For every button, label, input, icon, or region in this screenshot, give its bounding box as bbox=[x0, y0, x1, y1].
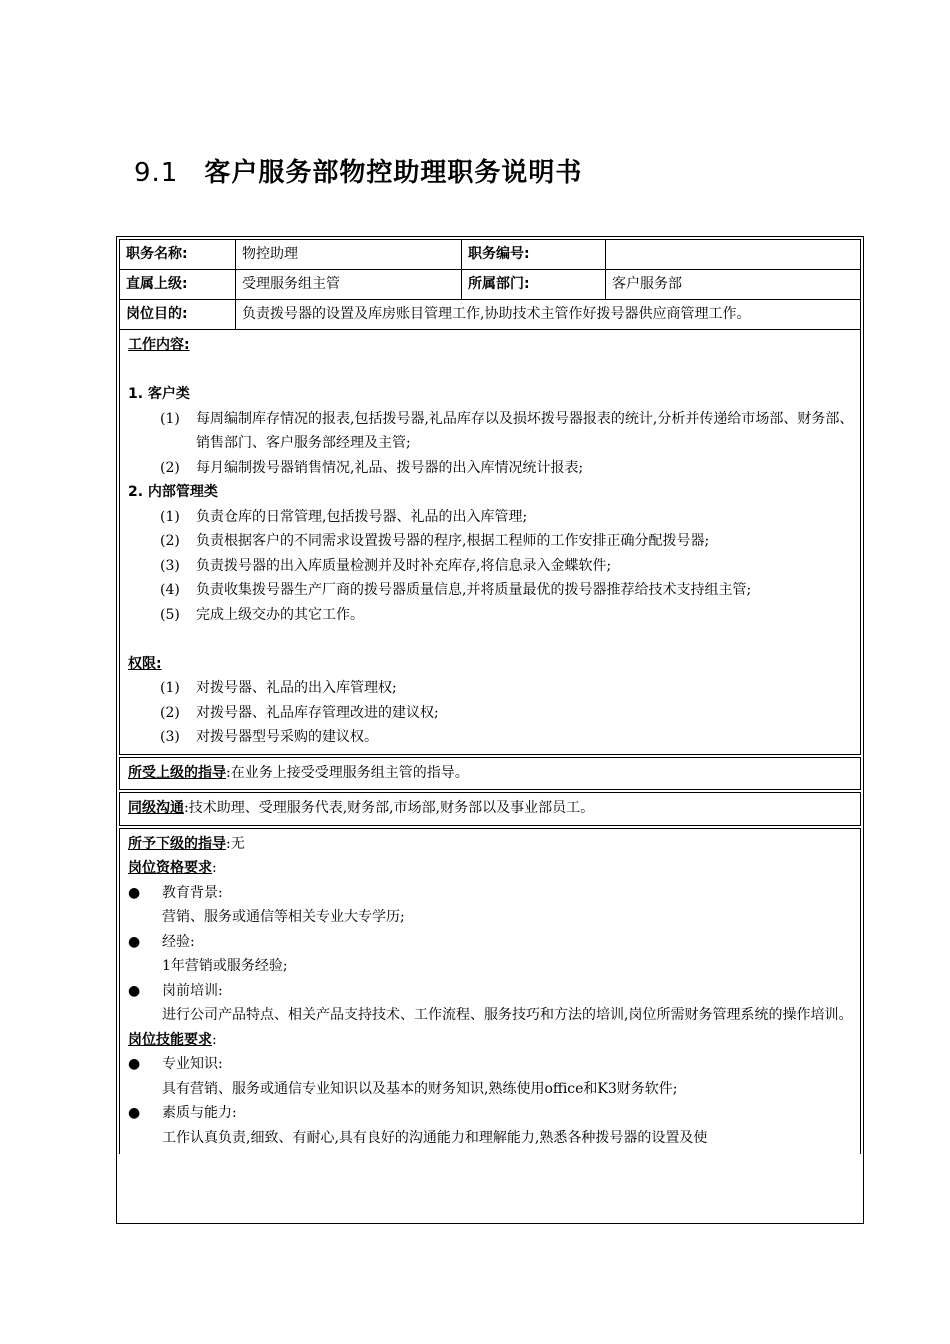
item-text: 完成上级交办的其它工作。 bbox=[196, 606, 364, 623]
peer-section bbox=[119, 792, 861, 826]
item-number: (2) bbox=[160, 459, 180, 476]
superior-value: 受理服务组主管 bbox=[236, 270, 462, 300]
guidance-text: :在业务上接受受理服务组主管的指导。 bbox=[226, 764, 469, 781]
subordinate-text: :无 bbox=[226, 835, 245, 852]
list-item bbox=[128, 456, 854, 481]
experience-text: 1年营销或服务经验; bbox=[162, 958, 288, 974]
item-number: (1) bbox=[160, 508, 180, 525]
list-item bbox=[128, 407, 854, 456]
requirements-section: 所予下级的指导:无 岗位资格要求: ● 教育背景: 营销、服务或通信等相关专业大专学历; ● 经验: 1年营销或服务经验; ● 岗前培训: 进行公司产品特点、相关产品支持技术、工作流程、服务技巧和方法的培训,岗位所需财务管理系统的操作培训。 岗位技能要求: ● 专业知识: 具有营销、服务或通信专业知识以及基本的财务知识,熟练使用office和K3财务软件; ● 素质与能力: 工作认真负责,细致、有耐心,具有良好的沟通能力和理解能力,熟悉各种拨号器的设置及使 bbox=[119, 828, 861, 1155]
peer-label: 同级沟通 bbox=[128, 800, 184, 816]
item-text: 对拨号器型号采购的建议权。 bbox=[196, 729, 378, 745]
category-internal: 2. 内部管理类 bbox=[128, 484, 218, 500]
list-item bbox=[128, 554, 854, 579]
page-title bbox=[134, 152, 582, 189]
education-label: 教育背景: bbox=[162, 884, 223, 901]
position-code-value bbox=[606, 240, 861, 270]
item-number: (3) bbox=[160, 557, 180, 574]
item-text: 负责拨号器的出入库质量检测并及时补充库存,将信息录入金蝶软件; bbox=[196, 557, 612, 574]
item-number: (4) bbox=[160, 582, 180, 598]
item-text: 对拨号器、礼品的出入库管理权; bbox=[196, 680, 397, 696]
training-text: 进行公司产品特点、相关产品支持技术、工作流程、服务技巧和方法的培训,岗位所需财务管理系统的操作培训。 bbox=[162, 1007, 853, 1023]
bullet-icon: ● bbox=[128, 933, 141, 950]
customer-duty-list bbox=[128, 407, 854, 481]
superior-label: 直属上级: bbox=[120, 270, 236, 300]
guidance-label: 所受上级的指导 bbox=[128, 764, 226, 781]
peer-text: :技术助理、受理服务代表,财务部,市场部,财务部以及事业部员工。 bbox=[184, 800, 595, 816]
title-text: 客户服务部物控助理职务说明书 bbox=[204, 158, 583, 188]
item-text: 每月编制拨号器销售情况,礼品、拨号器的出入库情况统计报表; bbox=[196, 459, 584, 476]
position-name-value: 物控助理 bbox=[236, 240, 462, 270]
work-content-section bbox=[119, 330, 861, 755]
item-text: 对拨号器、礼品库存管理改进的建议权; bbox=[196, 704, 439, 721]
purpose-label: 岗位目的: bbox=[120, 300, 236, 330]
section-number: 9.1 bbox=[134, 158, 179, 188]
knowledge-text: 具有营销、服务或通信专业知识以及基本的财务知识,熟练使用office和K3财务软件; bbox=[162, 1080, 678, 1097]
department-label: 所属部门: bbox=[462, 270, 606, 300]
list-item bbox=[128, 603, 854, 628]
skills-heading: 岗位技能要求 bbox=[128, 1031, 212, 1048]
item-text: 负责仓库的日常管理,包括拨号器、礼品的出入库管理; bbox=[196, 508, 528, 525]
item-number: (2) bbox=[160, 533, 180, 549]
item-number: (5) bbox=[160, 606, 180, 623]
item-number: (1) bbox=[160, 410, 180, 427]
work-content-heading: 工作内容: bbox=[128, 337, 190, 353]
list-item bbox=[128, 578, 854, 603]
bullet-icon: ● bbox=[128, 982, 141, 999]
category-customer: 1. 客户类 bbox=[128, 386, 190, 402]
list-item bbox=[128, 505, 854, 530]
ability-text: 工作认真负责,细致、有耐心,具有良好的沟通能力和理解能力,熟悉各种拨号器的设置及使 bbox=[162, 1129, 708, 1146]
education-text: 营销、服务或通信等相关专业大专学历; bbox=[162, 909, 405, 925]
item-number: (2) bbox=[160, 704, 180, 721]
list-item bbox=[128, 725, 854, 750]
position-code-label: 职务编号: bbox=[462, 240, 606, 270]
item-text: 负责收集拨号器生产厂商的拨号器质量信息,并将质量最优的拨号器推荐给技术支持组主管; bbox=[196, 582, 752, 598]
guidance-section bbox=[119, 757, 861, 791]
authority-heading: 权限: bbox=[128, 655, 162, 672]
training-label: 岗前培训: bbox=[162, 982, 223, 999]
bullet-icon: ● bbox=[128, 1105, 141, 1121]
list-item bbox=[128, 701, 854, 726]
experience-label: 经验: bbox=[162, 933, 195, 950]
list-item bbox=[128, 529, 854, 554]
purpose-value: 负责拨号器的设置及库房账目管理工作,协助技术主管作好拨号器供应商管理工作。 bbox=[236, 300, 861, 330]
subordinate-label: 所予下级的指导 bbox=[128, 835, 226, 852]
position-name-label: 职务名称: bbox=[120, 240, 236, 270]
job-description-table bbox=[116, 236, 864, 1224]
internal-duty-list bbox=[128, 505, 854, 628]
item-text: 每周编制库存情况的报表,包括拨号器,礼品库存以及损坏拨号器报表的统计,分析并传递给市场部、财务部、销售部门、客户服务部经理及主管; bbox=[196, 410, 854, 451]
authority-list bbox=[128, 676, 854, 750]
department-value: 客户服务部 bbox=[606, 270, 861, 300]
item-text: 负责根据客户的不同需求设置拨号器的程序,根据工程师的工作安排正确分配拨号器; bbox=[196, 533, 710, 549]
list-item bbox=[128, 676, 854, 701]
header-table bbox=[119, 239, 861, 330]
item-number: (3) bbox=[160, 729, 180, 745]
knowledge-label: 专业知识: bbox=[162, 1056, 223, 1072]
bullet-icon: ● bbox=[128, 884, 141, 901]
item-number: (1) bbox=[160, 680, 180, 696]
bullet-icon: ● bbox=[128, 1056, 141, 1072]
qualifications-heading: 岗位资格要求 bbox=[128, 860, 212, 876]
ability-label: 素质与能力: bbox=[162, 1105, 237, 1121]
